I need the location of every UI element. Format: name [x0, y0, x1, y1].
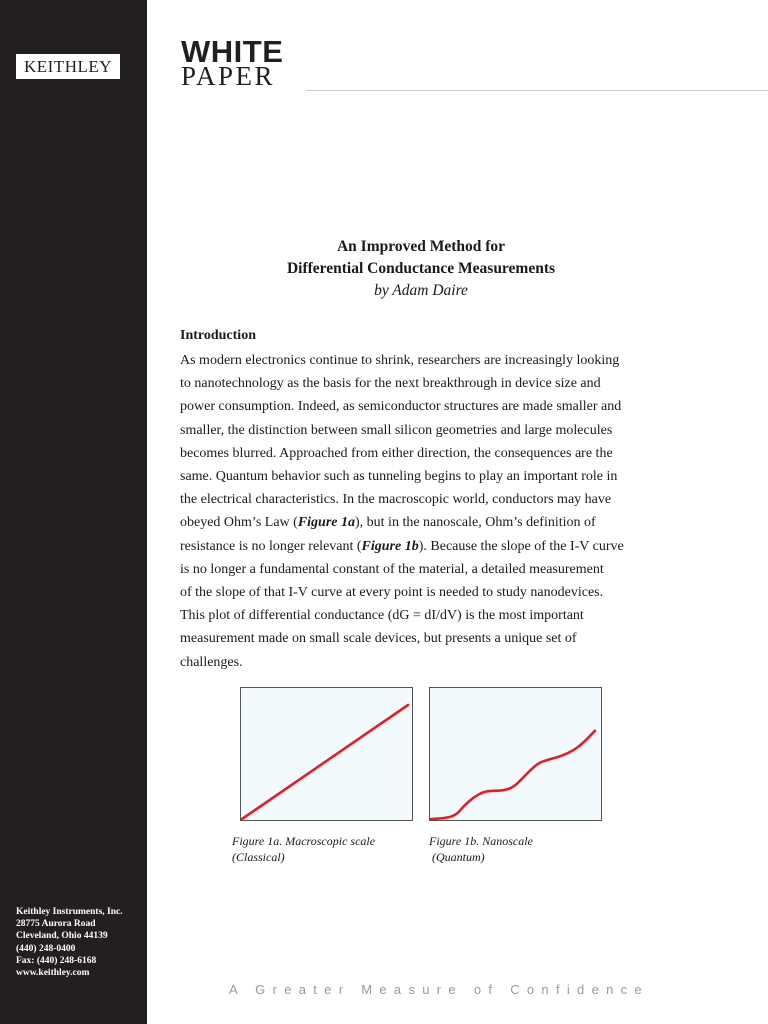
article-title-line1: An Improved Method for — [336, 238, 506, 255]
body-line: As modern electronics continue to shrink, researchers are increasingly looking — [180, 353, 620, 368]
figure-1b-plot — [429, 687, 602, 821]
article-byline: by Adam Daire — [374, 282, 468, 299]
figure-1b-svg — [430, 688, 601, 820]
figure-1a-svg — [241, 688, 412, 820]
body-line: to nanotechnology as the basis for the next breakthrough in device size and — [180, 376, 601, 392]
figure-1a-caption — [232, 833, 375, 865]
article-header — [180, 236, 662, 302]
figure-1a-plot — [240, 687, 413, 821]
keithley-logo — [16, 54, 120, 79]
body-line: measurement made on small scale devices, but presents a unique set of — [180, 631, 577, 647]
body-paragraph — [180, 349, 658, 674]
figure-1a-caption-line1: Figure 1a. Macroscopic scale — [232, 834, 376, 848]
body-line: smaller, the distinction between small silicon geometries and large molecules — [180, 422, 613, 438]
article-title-line2: Differential Conductance Measurements — [286, 260, 556, 277]
address-web: www.keithley.com — [16, 968, 90, 979]
body-line: This plot of differential conductance (dG = dI/dV) is the most important — [180, 608, 584, 624]
logo-text: KEITHLEY — [23, 56, 113, 76]
tagline: A Greater Measure of Confidence — [229, 982, 649, 997]
body-line: power consumption. Indeed, as semiconductor structures are made smaller and — [180, 399, 622, 415]
body-text-segment: obeyed Ohm’s Law ( — [180, 515, 298, 531]
body-line: the electrical characteristics. In the macroscopic world, conductors may have — [180, 492, 612, 508]
body-line — [180, 535, 658, 558]
address-company: Keithley Instruments, Inc. — [16, 907, 123, 917]
company-address — [16, 906, 144, 979]
title-paper: PAPER — [181, 61, 276, 91]
title-white: WHITE — [181, 34, 284, 69]
body-line: is no longer a fundamental constant of the material, a detailed measurement — [180, 561, 604, 577]
body-line: becomes blurred. Approached from either direction, the consequences are the — [180, 445, 613, 461]
body-line — [180, 511, 658, 534]
iv-curve-quantum — [431, 731, 595, 819]
address-fax: Fax: (440) 248-6168 — [16, 955, 97, 966]
address-street: 28775 Aurora Road — [16, 919, 96, 930]
figure-1b-caption-line1: Figure 1b. Nanoscale — [429, 834, 533, 848]
sidebar — [0, 0, 147, 1024]
header-rule — [306, 90, 768, 91]
figure-1a-caption-line2: (Classical) — [232, 850, 285, 864]
body-line: challenges. — [180, 654, 243, 670]
body-line: of the slope of that I-V curve at every point is needed to study nanodevices. — [180, 585, 604, 601]
body-text-segment: resistance is no longer relevant ( — [180, 538, 362, 554]
white-paper-title — [181, 36, 283, 90]
figure-1b-caption-line2: (Quantum) — [429, 850, 485, 864]
iv-curve-linear — [242, 705, 408, 819]
section-heading: Introduction — [180, 328, 256, 343]
address-phone: (440) 248-0400 — [16, 943, 76, 954]
address-city: Cleveland, Ohio 44139 — [16, 931, 108, 942]
figure-1b-caption — [429, 833, 533, 865]
body-line: same. Quantum behavior such as tunneling begins to play an important role in — [180, 469, 618, 485]
body-text-segment: ). Because the slope of the I-V curve — [418, 538, 624, 554]
body-text-segment: ), but in the nanoscale, Ohm’s definition of — [355, 515, 596, 531]
figure-reference: Figure 1b — [361, 538, 419, 554]
figure-reference: Figure 1a — [297, 515, 355, 531]
